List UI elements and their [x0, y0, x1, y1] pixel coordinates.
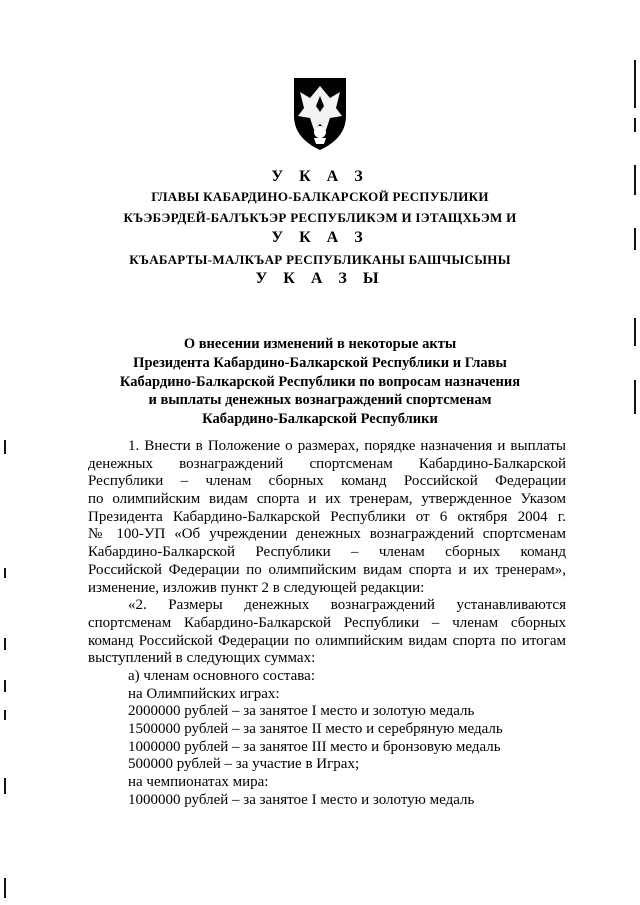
list-item: 1000000 рублей – за занятое I место и золотую медаль — [128, 791, 475, 808]
scan-edge-mark — [634, 118, 636, 132]
paragraph-line: команд Российской Федерации по олимпийским видам спорта по итогам — [88, 632, 566, 649]
paragraph-line: спортсменам Кабардино-Балкарской Республики – членам сборных — [88, 614, 566, 631]
paragraph-line: Кабардино-Балкарской Республики – членам сборных команд — [88, 544, 566, 561]
list-item: 1500000 рублей – за занятое II место и серебряную медаль — [128, 721, 503, 737]
paragraph-line: «2. Размеры денежных вознаграждений устанавливаются — [128, 597, 566, 614]
title-line: и выплаты денежных вознаграждений спортсменам — [148, 392, 492, 409]
scan-edge-mark — [4, 568, 6, 578]
paragraph-line: Российской Федерации по олимпийским видам спорта и их тренерам», — [88, 561, 566, 578]
paragraph-line: 1. Внести в Положение о размерах, порядке назначения и выплаты — [128, 438, 566, 454]
scan-edge-mark — [4, 710, 6, 720]
document-body — [88, 438, 566, 809]
scan-edge-mark — [4, 440, 6, 454]
scan-edge-mark — [634, 380, 636, 414]
title-line: Кабардино-Балкарской Республики — [202, 411, 438, 428]
header-line-2: КЪЭБЭРДЕЙ-БАЛЪКЪЭР РЕСПУБЛИКЭМ И ІЭТАЩХЬЭМ И — [123, 210, 517, 225]
document-title — [60, 335, 580, 429]
title-line: О внесении изменений в некоторые акты — [183, 336, 457, 352]
list-item: 1000000 рублей – за занятое III место и бронзовую медаль — [128, 738, 501, 755]
title-line: Президента Кабардино-Балкарской Республики и Главы — [133, 354, 507, 371]
list-item: 2000000 рублей – за занятое I место и золотую медаль — [128, 703, 475, 720]
header-line-3: КЪАБАРТЫ-МАЛКЪАР РЕСПУБЛИКАНЫ БАШЧЫСЫНЫ — [129, 252, 511, 267]
header-line-1: ГЛАВЫ КАБАРДИНО-БАЛКАРСКОЙ РЕСПУБЛИКИ — [151, 189, 489, 204]
scan-edge-mark — [634, 318, 636, 346]
list-item: а) членам основного состава: — [128, 667, 316, 684]
paragraph-line: выступлений в следующих суммах: — [88, 650, 316, 667]
paragraph-line: по олимпийским видам спорта и их тренерам, утвержденное Указом — [88, 491, 566, 508]
paragraph-line: Президента Кабардино-Балкарской Республики от 6 октября 2004 г. — [88, 508, 566, 525]
title-line: Кабардино-Балкарской Республики по вопросам назначения — [119, 373, 521, 390]
scan-edge-mark — [4, 778, 6, 794]
ukazy-heading: У К А З Ы — [255, 270, 385, 287]
paragraph-line: № 100-УП «Об учреждении денежных вознаграждений спортсменам — [88, 526, 566, 543]
scan-edge-mark — [634, 165, 636, 195]
ukaz-heading-2: У К А З — [271, 229, 369, 246]
paragraph-line: Республики – членам сборных команд Российской Федерации — [88, 473, 566, 490]
list-item: на Олимпийских играх: — [128, 685, 280, 702]
scan-edge-mark — [634, 60, 636, 108]
list-item: 500000 рублей – за участие в Играх; — [128, 756, 360, 773]
scan-edge-mark — [4, 680, 6, 692]
scan-edge-mark — [4, 878, 6, 898]
list-item: на чемпионатах мира: — [128, 774, 269, 791]
scan-edge-mark — [4, 638, 6, 650]
paragraph-line: денежных вознаграждений спортсменам Кабардино-Балкарской — [88, 455, 566, 472]
ukaz-heading: У К А З — [271, 168, 369, 185]
paragraph-line: изменение, изложив пункт 2 в следующей редакции: — [88, 579, 425, 596]
scan-edge-mark — [634, 228, 636, 250]
coat-of-arms-emblem — [290, 72, 350, 152]
